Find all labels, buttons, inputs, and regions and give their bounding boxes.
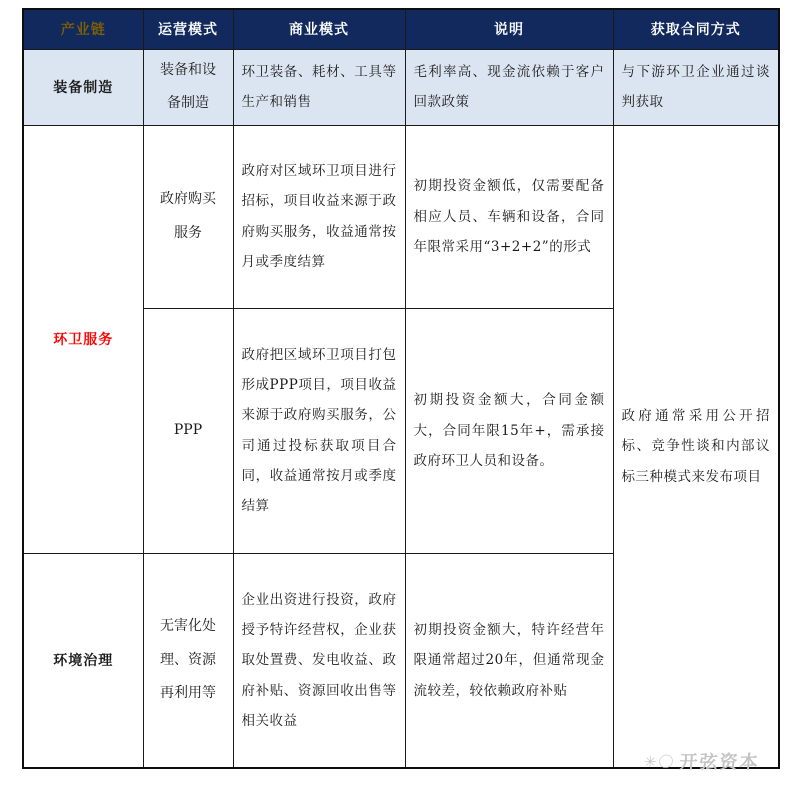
cell-note-gov-purchase: 初期投资金额低，仅需要配备相应人员、车辆和设备，合同年限常采用“3+2+2”的形式 bbox=[405, 125, 613, 308]
header-contract-method: 获取合同方式 bbox=[613, 9, 779, 49]
header-operating-mode: 运营模式 bbox=[143, 9, 233, 49]
cell-mode-ppp: PPP bbox=[143, 308, 233, 553]
header-industry-chain: 产业链 bbox=[23, 9, 143, 49]
cell-note-ppp: 初期投资金额大，合同金额大，合同年限15年+，需承接政府环卫人员和设备。 bbox=[405, 308, 613, 553]
row-gov-purchase-service bbox=[23, 125, 779, 308]
cell-mode-equipment: 装备和设备制造 bbox=[143, 49, 233, 125]
cell-business-gov-purchase: 政府对区域环卫项目进行招标，项目收益来源于政府购买服务，收益通常按月或季度结算 bbox=[233, 125, 405, 308]
cell-chain-treatment: 环境治理 bbox=[23, 553, 143, 768]
cell-note-treatment: 初期投资金额大，特许经营年限通常超过20年，但通常现金流较差，较依赖政府补贴 bbox=[405, 553, 613, 768]
cell-note-equipment: 毛利率高、现金流依赖于客户回款政策 bbox=[405, 49, 613, 125]
cell-business-equipment: 环卫装备、耗材、工具等生产和销售 bbox=[233, 49, 405, 125]
star-circle-logo-icon: ✳〇 bbox=[643, 752, 677, 771]
cell-contract-merged: 政府通常采用公开招标、竞争性谈和内部议标三种模式来发布项目 bbox=[613, 125, 779, 768]
cell-contract-equipment: 与下游环卫企业通过谈判获取 bbox=[613, 49, 779, 125]
cell-business-treatment: 企业出资进行投资，政府授予特许经营权，企业获取处置费、发电收益、政府补贴、资源回收出售等相关收益 bbox=[233, 553, 405, 768]
company-watermark bbox=[643, 748, 760, 774]
cell-mode-gov-purchase: 政府购买服务 bbox=[143, 125, 233, 308]
cell-chain-equipment: 装备制造 bbox=[23, 49, 143, 125]
cell-mode-treatment: 无害化处理、资源再利用等 bbox=[143, 553, 233, 768]
industry-chain-table bbox=[22, 8, 780, 769]
table-header-row bbox=[23, 9, 779, 49]
watermark-text: 开弦资本 bbox=[678, 752, 761, 773]
row-equipment-manufacturing bbox=[23, 49, 779, 125]
cell-business-ppp: 政府把区域环卫项目打包形成PPP项目，项目收益来源于政府购买服务，公司通过投标获取项目合同，收益通常按月或季度结算 bbox=[233, 308, 405, 553]
header-business-mode: 商业模式 bbox=[233, 9, 405, 49]
header-description: 说明 bbox=[405, 9, 613, 49]
cell-chain-sanitation-service: 环卫服务 bbox=[23, 125, 143, 553]
